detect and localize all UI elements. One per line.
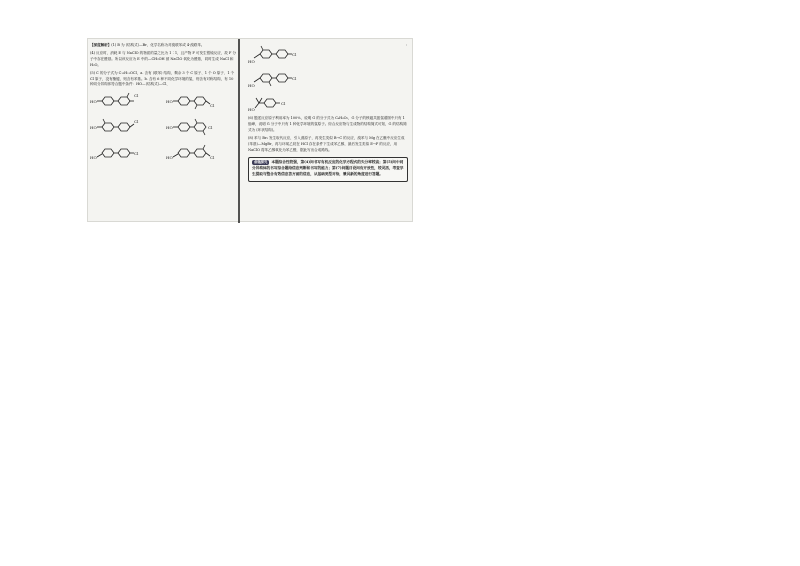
svg-text:Cl: Cl xyxy=(292,76,297,81)
structure-4-drawing xyxy=(166,117,236,137)
commentary-badge: 命题探究 xyxy=(254,160,268,165)
svg-text:Cl: Cl xyxy=(208,125,213,131)
structure-right-2-drawing xyxy=(248,68,318,90)
analysis-label: 【深度解析】 xyxy=(90,43,112,47)
structure-right-1 xyxy=(248,44,408,66)
structure-3-drawing xyxy=(90,117,160,137)
edge-mark: ' xyxy=(406,43,408,48)
svg-text:Cl: Cl xyxy=(292,52,297,57)
svg-text:HO: HO xyxy=(90,125,97,131)
structure-right-1-drawing xyxy=(248,44,318,66)
paragraph-b-name xyxy=(90,43,236,49)
isomer-structures xyxy=(90,91,236,163)
struct-label-2: HO xyxy=(248,83,255,88)
left-column xyxy=(90,43,236,163)
structure-right-3 xyxy=(248,92,408,114)
svg-text:HO: HO xyxy=(90,99,97,105)
svg-text:HO: HO xyxy=(90,155,97,161)
structure-isomer-3 xyxy=(90,117,160,137)
svg-text:HO: HO xyxy=(166,99,173,105)
svg-text:HO: HO xyxy=(166,155,173,161)
column-divider xyxy=(238,39,240,223)
structure-right-2 xyxy=(248,68,408,90)
structure-isomer-4 xyxy=(166,117,236,137)
structure-isomer-6 xyxy=(166,143,236,163)
svg-text:Cl: Cl xyxy=(134,93,139,99)
svg-text:Cl: Cl xyxy=(134,151,139,157)
svg-text:Cl: Cl xyxy=(134,119,139,125)
svg-text:HO: HO xyxy=(166,125,173,131)
structure-1-drawing xyxy=(90,91,160,111)
svg-text:Cl: Cl xyxy=(210,155,215,161)
paragraph-6: (6) 题述反应原子利用率为 100%，说明 G 的分子式为 C₆H₈O₂，G 分子的核磁共振氢谱图中只有 1 组峰，说明 G 分子中只有 1 种化学环境的氢原子。综合反应物与生成物的结构简式可知，G 的结构简式为 ⟨环状结构⟩。 xyxy=(248,116,407,132)
structure-6-drawing xyxy=(166,143,236,163)
structure-isomer-2 xyxy=(166,91,236,111)
svg-text:HO: HO xyxy=(248,107,255,112)
paragraph-b-text: (1) B 为 ⟨结构式⟩—Br，化学名称为对溴联苯或 4-溴联苯。 xyxy=(111,43,205,47)
struct-label-3: Cl xyxy=(281,101,286,106)
structure-isomer-5 xyxy=(90,143,160,163)
structure-isomer-1 xyxy=(90,91,160,111)
right-column xyxy=(248,43,408,182)
structure-2-drawing xyxy=(166,91,236,111)
paragraph-4: (4) 反应时，消耗 E 与 NaClO 的物质的量之比为 1∶1，且产物 F 可发生银镜反应，故 F 分子中存在醛基。所以该反应为 E 中的—CH₂OH 被 NaClO 氧化为醛基，同时生成 NaCl 和 H₂O。 xyxy=(90,50,236,67)
structure-right-3-drawing xyxy=(248,92,318,114)
svg-text:Cl: Cl xyxy=(210,103,215,109)
scanned-answer-page xyxy=(87,38,413,222)
paragraph-8: (8) 苯与 Br₂ 发生取代反应，引入溴原子，再发生类似 B→C 的反应，溴苯与 Mg 在乙醚中反应生成 ⟨苯基⟩—MgBr，再与环氧乙烷在 HCl 存在条件下生成苯乙醇，最后发生类似 E→F 的反应，用 NaClO 将苯乙醇氧化为苯乙醛，据此写出合成路线。 xyxy=(248,135,405,152)
structure-5-drawing xyxy=(90,143,160,163)
paragraph-5: (5) C 的分子式为 C₁₃H₁₁OCl，a. 含有 ⟨联苯⟩ 结构，剩余 3 个 C 原子、1 个 O 原子、1 个 Cl 原子，没有酯键，则含有苯基。b. 含有 6 种不同化学环境的氢，则含有对称结构，有 10 种同分异构体符合题中条件：HO—⟨结构式⟩—Cl、 xyxy=(90,70,235,87)
commentary-box xyxy=(248,157,408,182)
struct-label-1: HO xyxy=(248,59,255,64)
commentary-text-wrap xyxy=(252,160,404,177)
commentary-text: 本题综合性较强，第(4)问书写有机反应的化学方程式的失分率较高；第(5)问中同分异构体的书写综合题给信息判断和书写的能力；第(7)问题目设问有开放性，较灵活，考查学生提取与整合有效信息答方面的信息，从基础类型对待，兼具新的角度进行答题。 xyxy=(252,160,404,176)
